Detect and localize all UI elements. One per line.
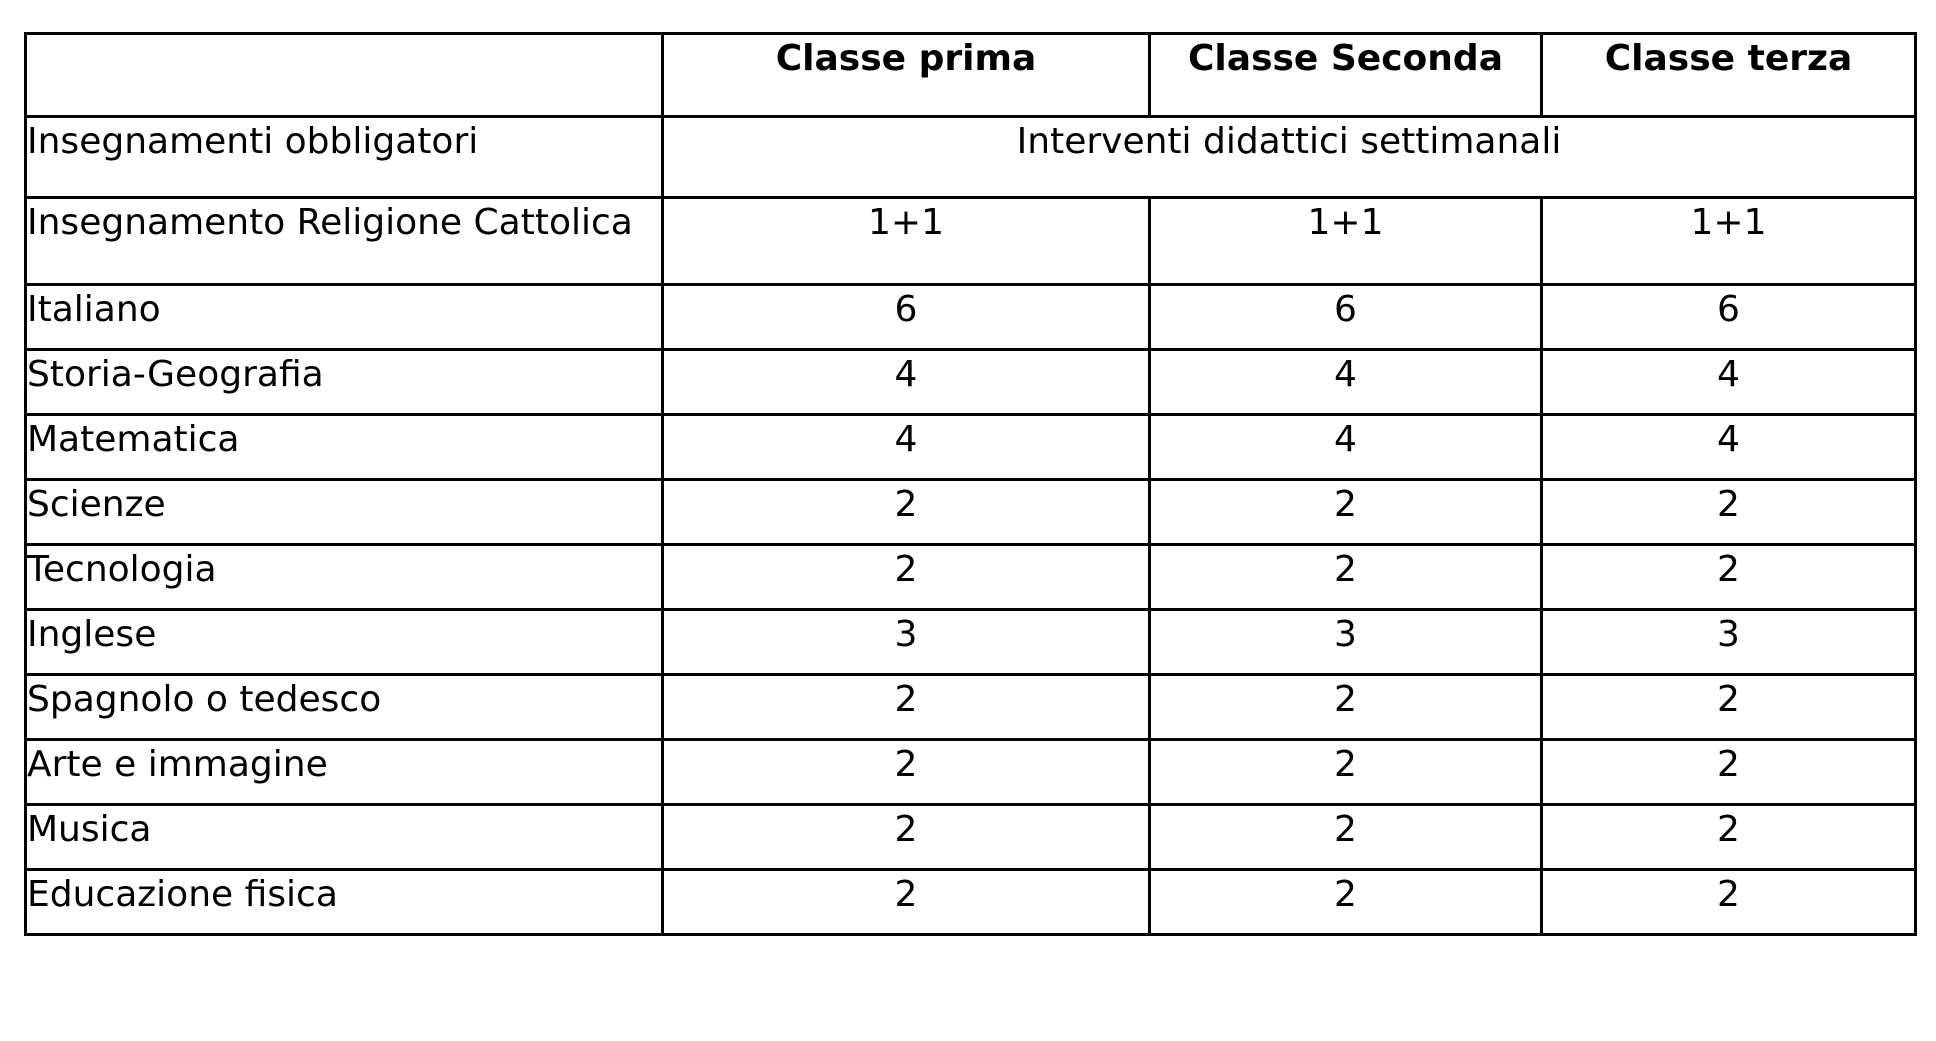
table-row <box>26 870 1916 935</box>
value-cell: 4 <box>1150 415 1542 480</box>
section-span-text: Interventi didattici settimanali <box>663 117 1916 198</box>
subject-cell: Storia-Geografia <box>26 350 663 415</box>
value-cell: 2 <box>663 805 1150 870</box>
value-cell: 2 <box>1150 740 1542 805</box>
value-cell: 2 <box>663 675 1150 740</box>
table-row <box>26 740 1916 805</box>
value-cell: 2 <box>1542 480 1916 545</box>
subject-cell: Matematica <box>26 415 663 480</box>
value-cell: 1+1 <box>1150 198 1542 285</box>
value-cell: 2 <box>1150 480 1542 545</box>
section-label: Insegnamenti obbligatori <box>26 117 663 198</box>
value-cell: 2 <box>1542 545 1916 610</box>
value-cell: 6 <box>663 285 1150 350</box>
subject-cell: Musica <box>26 805 663 870</box>
table-row <box>26 415 1916 480</box>
table-row <box>26 545 1916 610</box>
subject-cell: Inglese <box>26 610 663 675</box>
header-cell-classe-prima: Classe prima <box>663 34 1150 117</box>
table-row <box>26 675 1916 740</box>
section-row <box>26 117 1916 198</box>
value-cell: 1+1 <box>663 198 1150 285</box>
subject-cell: Educazione fisica <box>26 870 663 935</box>
value-cell: 4 <box>1150 350 1542 415</box>
value-cell: 2 <box>1150 675 1542 740</box>
value-cell: 6 <box>1542 285 1916 350</box>
table-row <box>26 480 1916 545</box>
value-cell: 3 <box>1150 610 1542 675</box>
value-cell: 2 <box>663 480 1150 545</box>
subject-cell: Scienze <box>26 480 663 545</box>
value-cell: 2 <box>1542 870 1916 935</box>
header-cell-classe-seconda: Classe Seconda <box>1150 34 1542 117</box>
subject-cell: Tecnologia <box>26 545 663 610</box>
header-cell-classe-terza: Classe terza <box>1542 34 1916 117</box>
header-row <box>26 34 1916 117</box>
table-row <box>26 198 1916 285</box>
value-cell: 2 <box>1150 805 1542 870</box>
subject-cell: Arte e immagine <box>26 740 663 805</box>
value-cell: 3 <box>1542 610 1916 675</box>
table-row <box>26 610 1916 675</box>
subject-cell: Spagnolo o tedesco <box>26 675 663 740</box>
weekly-schedule-table <box>24 32 1917 936</box>
subject-cell: Italiano <box>26 285 663 350</box>
value-cell: 2 <box>663 870 1150 935</box>
value-cell: 2 <box>663 545 1150 610</box>
header-cell-empty <box>26 34 663 117</box>
value-cell: 2 <box>1150 545 1542 610</box>
value-cell: 2 <box>1150 870 1542 935</box>
value-cell: 4 <box>663 350 1150 415</box>
value-cell: 4 <box>1542 350 1916 415</box>
value-cell: 6 <box>1150 285 1542 350</box>
table-row <box>26 285 1916 350</box>
value-cell: 2 <box>1542 675 1916 740</box>
value-cell: 3 <box>663 610 1150 675</box>
value-cell: 2 <box>1542 740 1916 805</box>
table-row <box>26 350 1916 415</box>
value-cell: 2 <box>663 740 1150 805</box>
value-cell: 2 <box>1542 805 1916 870</box>
value-cell: 1+1 <box>1542 198 1916 285</box>
table-row <box>26 805 1916 870</box>
value-cell: 4 <box>663 415 1150 480</box>
subject-cell: Insegnamento Religione Cattolica <box>26 198 663 285</box>
value-cell: 4 <box>1542 415 1916 480</box>
